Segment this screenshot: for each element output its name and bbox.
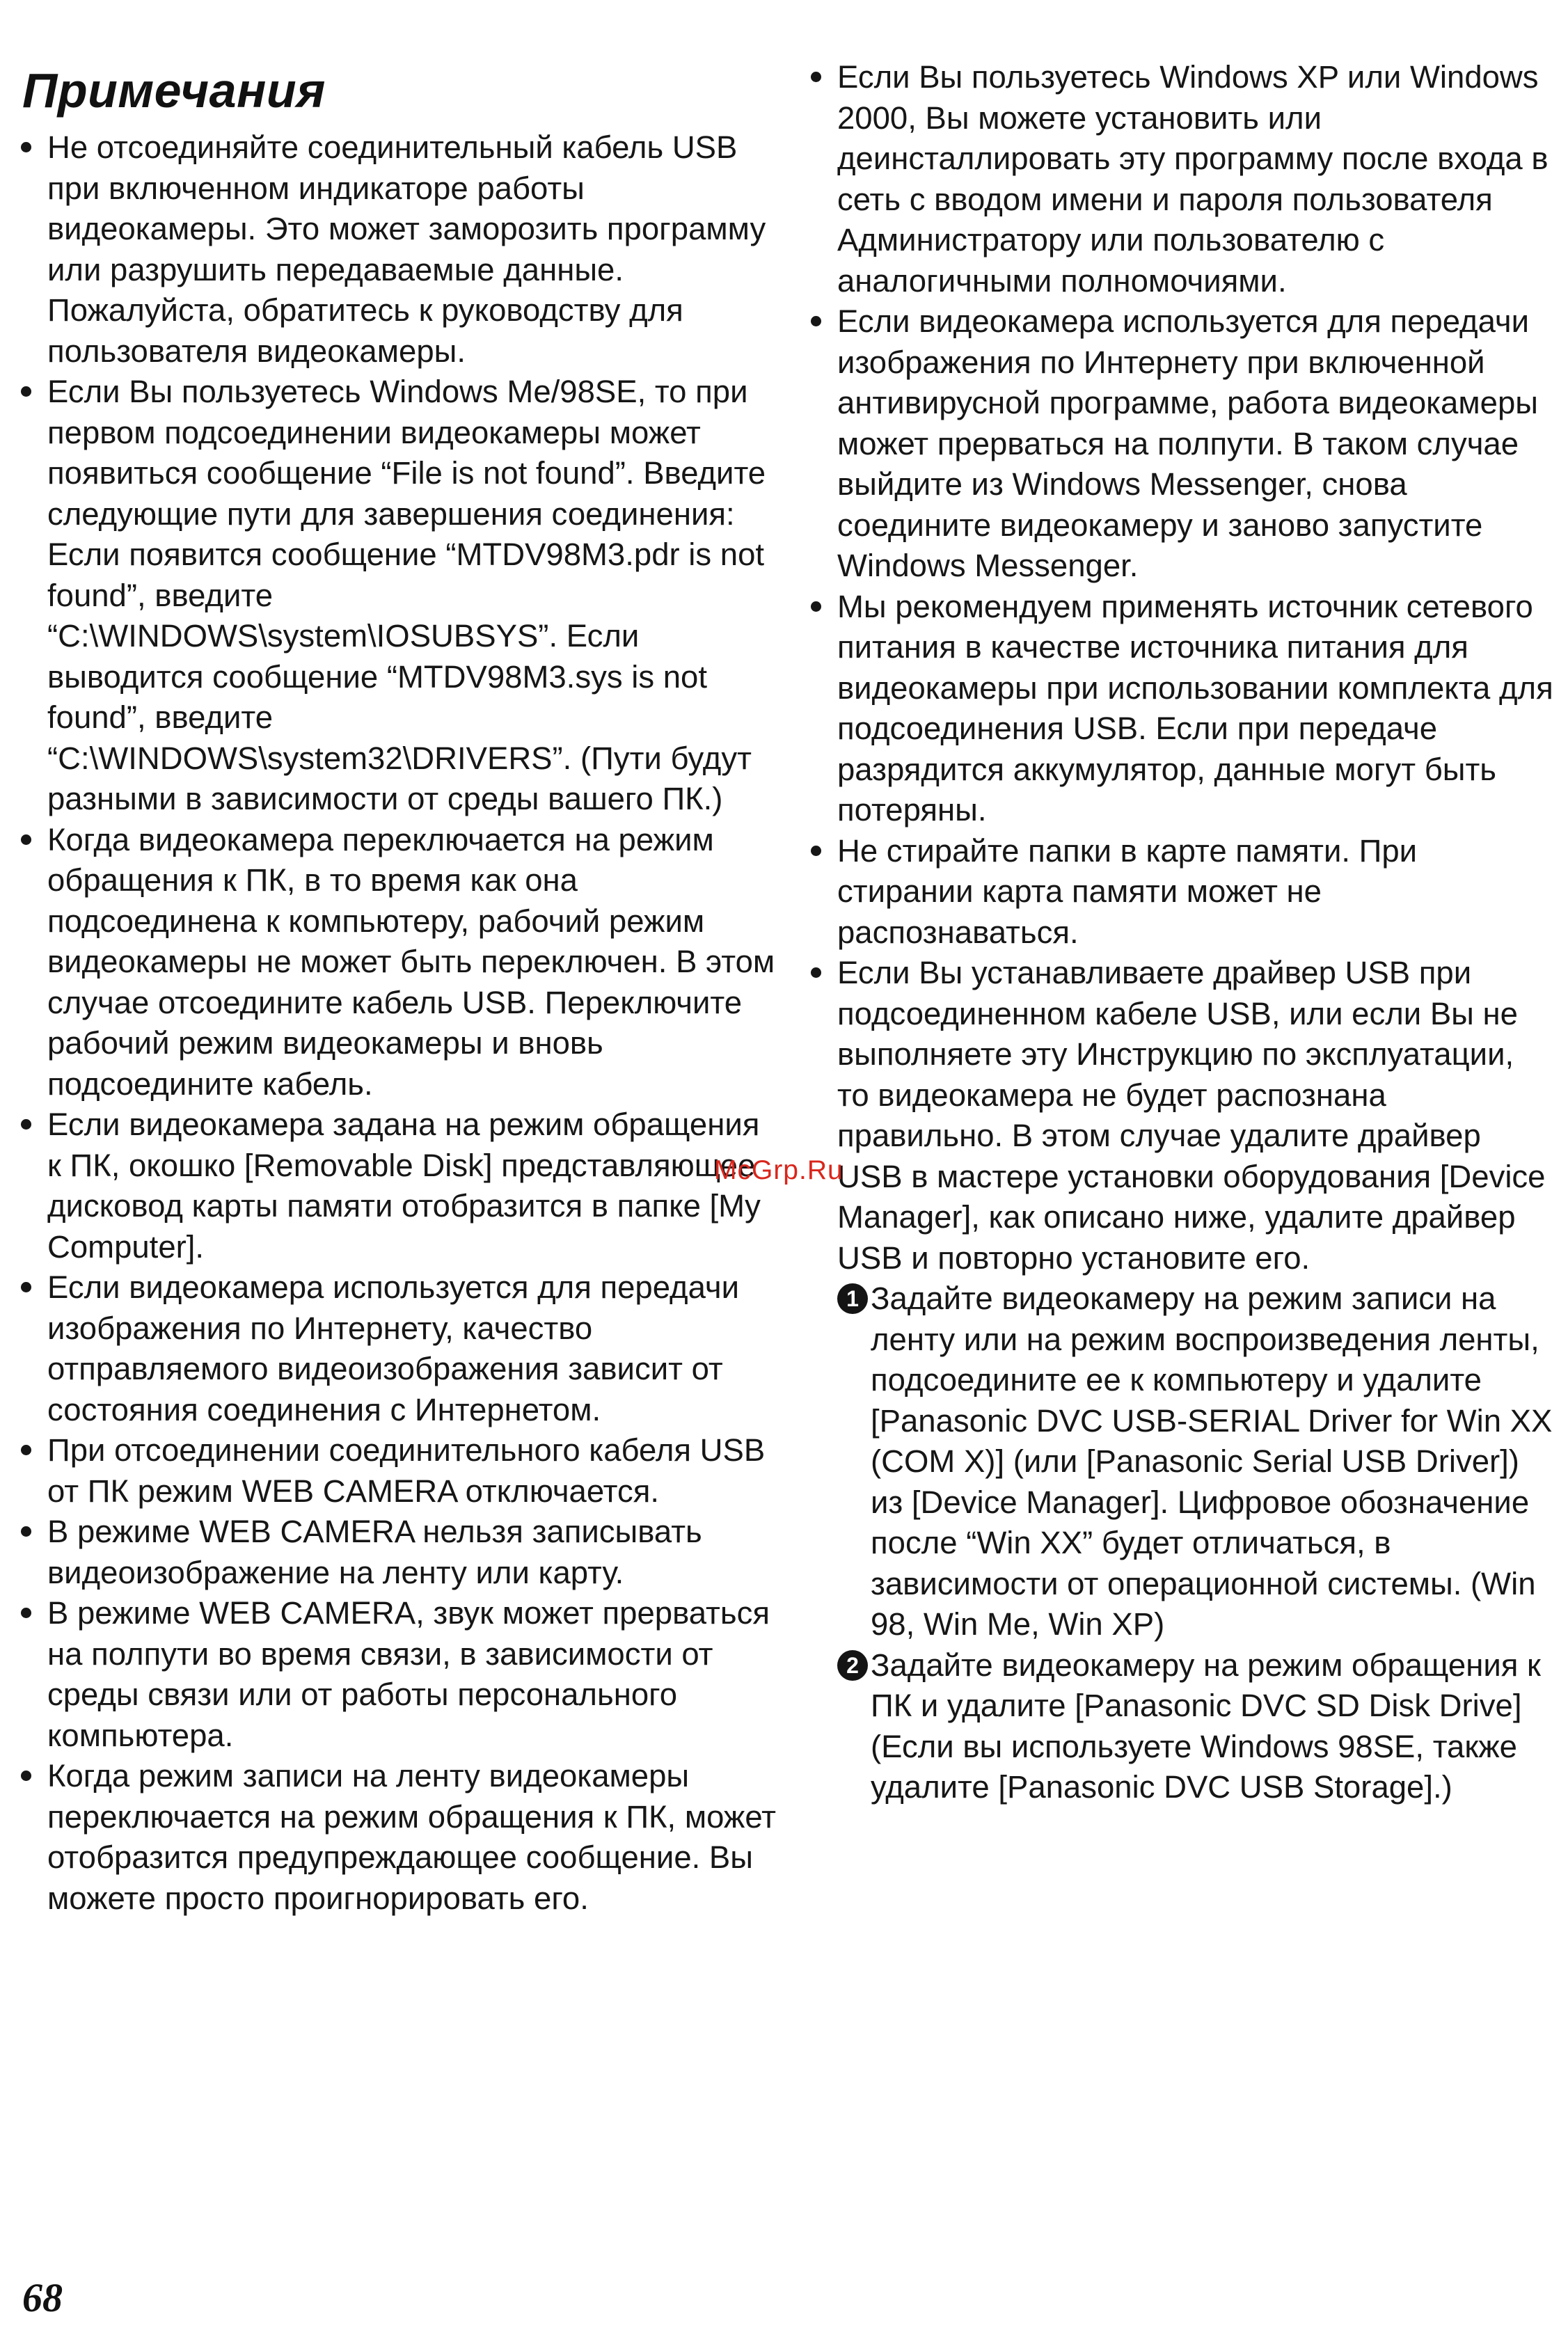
list-item-text: Мы рекомендуем применять источник сетевого питания в качестве источника питания для видеокамеры при использовании комплекта для подсоединения USB. Если при передаче разрядится аккумулятор, данные могут быть потеряны. (837, 588, 1553, 827)
notes-list-left (19, 127, 778, 1919)
list-item-text: Если видеокамера используется для передачи изображения по Интернету при включенной антивирусной программе, работа видеокамеры может прерваться на полпути. В таком случае выйдите из Windows Messenger, снова соедините видеокамеру и заново запустите Windows Messenger. (837, 303, 1538, 583)
bullet-icon (21, 1771, 31, 1781)
list-item-text: Когда режим записи на ленту видеокамеры переключается на режим обращения к ПК, может отобразится предупреждающее сообщение. Вы можете просто проигнорировать его. (47, 1758, 776, 1916)
bullet-icon (21, 834, 31, 845)
list-item-text: В режиме WEB CAMERA, звук может прерваться на полпути во время связи, в зависимости от среды связи или от работы персонального компьютера. (47, 1595, 770, 1753)
list-item (809, 57, 1554, 301)
list-item (19, 1430, 778, 1512)
bullet-icon (811, 316, 821, 326)
list-item (19, 1512, 778, 1593)
list-item-text: При отсоединении соединительного кабеля USB от ПК режим WEB CAMERA отключается. (47, 1432, 766, 1509)
list-item-text: Не стирайте папки в карте памяти. При стирании карта памяти может не распознаваться. (837, 832, 1418, 950)
list-item-text: Если Вы пользуетесь Windows Me/98SE, то при первом подсоединении видеокамеры может появиться сообщение “File is not found”. Введите следующие пути для завершения соединения: Если появится сообщение “MTDV98M3.pdr is not found”, введите “C:\WINDOWS\system\IOSUBSYS”. Если выводится сообщение “MTDV98M3.sys is not found”, введите “C:\WINDOWS\system32\DRIVERS”. (Пути будут разными в зависимости от среды вашего ПК.) (47, 374, 766, 816)
list-item (19, 127, 778, 372)
bullet-icon (21, 1608, 31, 1618)
list-item (809, 587, 1554, 831)
page-number: 68 (22, 2275, 63, 2320)
list-item (19, 1104, 778, 1267)
step-item (809, 1645, 1554, 1808)
list-item (19, 1756, 778, 1919)
step-text: Задайте видеокамеру на режим обращения к ПК и удалите [Panasonic DVC SD Disk Drive] (Если вы используете Windows 98SE, также удалите [Panasonic DVC USB Storage].) (871, 1647, 1541, 1805)
list-item (19, 1593, 778, 1756)
list-item (19, 820, 778, 1105)
section-heading: Примечания (22, 63, 326, 118)
driver-steps-list (809, 1278, 1554, 1808)
bullet-icon (21, 142, 31, 152)
left-column (19, 63, 778, 1919)
list-item-text: Если Вы пользуетесь Windows XP или Windows 2000, Вы можете установить или деинсталлировать эту программу после входа в сеть с вводом имени и пароля пользователя Администратору или пользователю с аналогичными полномочиями. (837, 59, 1549, 299)
right-column (809, 57, 1554, 1808)
step-number-icon: 2 (837, 1650, 868, 1681)
step-text: Задайте видеокамеру на режим записи на ленту или на режим воспроизведения ленты, подсоедините ее к компьютеру и удалите [Panasonic DVC USB-SERIAL Driver for Win XX (COM X)] (или [Panasonic Serial USB Driver]) из [Device Manager]. Цифровое обозначение после “Win XX” будет отличаться, в зависимости от операционной системы. (Win 98, Win Me, Win XP) (871, 1281, 1553, 1642)
bullet-icon (811, 72, 821, 82)
list-item-text: Когда видеокамера переключается на режим обращения к ПК, в то время как она подсоединена к компьютеру, рабочий режим видеокамеры не может быть переключен. В этом случае отсоедините кабель USB. Переключите рабочий режим видеокамеры и вновь подсоедините кабель. (47, 821, 775, 1102)
bullet-icon (21, 386, 31, 397)
bullet-icon (21, 1119, 31, 1130)
list-item-text: Не отсоединяйте соединительный кабель USB при включенном индикаторе работы видеокамеры. Это может заморозить программу или разрушить передаваемые данные. Пожалуйста, обратитесь к руководству для пользователя видеокамеры. (47, 129, 766, 369)
list-item-text: Если видеокамера задана на режим обращения к ПК, окошко [Removable Disk] представляющее дисковод карты памяти отобразится в папке [My Computer]. (47, 1107, 761, 1265)
list-item (809, 301, 1554, 587)
step-item (809, 1278, 1554, 1645)
list-item-text: Если Вы устанавливаете драйвер USB при подсоединенном кабеле USB, или если Вы не выполняете эту Инструкцию по эксплуатации, то видеокамера не будет распознана правильно. В этом случае удалите драйвер USB в мастере установки оборудования [Device Manager], как описано ниже, удалите драйвер USB и повторно установите его. (837, 955, 1546, 1276)
bullet-icon (811, 846, 821, 856)
list-item-text: Если видеокамера используется для передачи изображения по Интернету, качество отправляемого видеоизображения зависит от состояния соединения с Интернетом. (47, 1269, 740, 1427)
list-item-text: В режиме WEB CAMERA нельзя записывать видеоизображение на ленту или карту. (47, 1514, 702, 1590)
bullet-icon (811, 601, 821, 612)
bullet-icon (21, 1526, 31, 1537)
list-item (19, 372, 778, 820)
bullet-icon (811, 967, 821, 978)
step-number-icon: 1 (837, 1283, 868, 1314)
list-item (809, 831, 1554, 953)
watermark-text: McGrp.Ru (714, 1155, 844, 1185)
list-item (19, 1267, 778, 1430)
bullet-icon (21, 1445, 31, 1455)
notes-list-right (809, 57, 1554, 1278)
bullet-icon (21, 1282, 31, 1292)
list-item (809, 953, 1554, 1278)
